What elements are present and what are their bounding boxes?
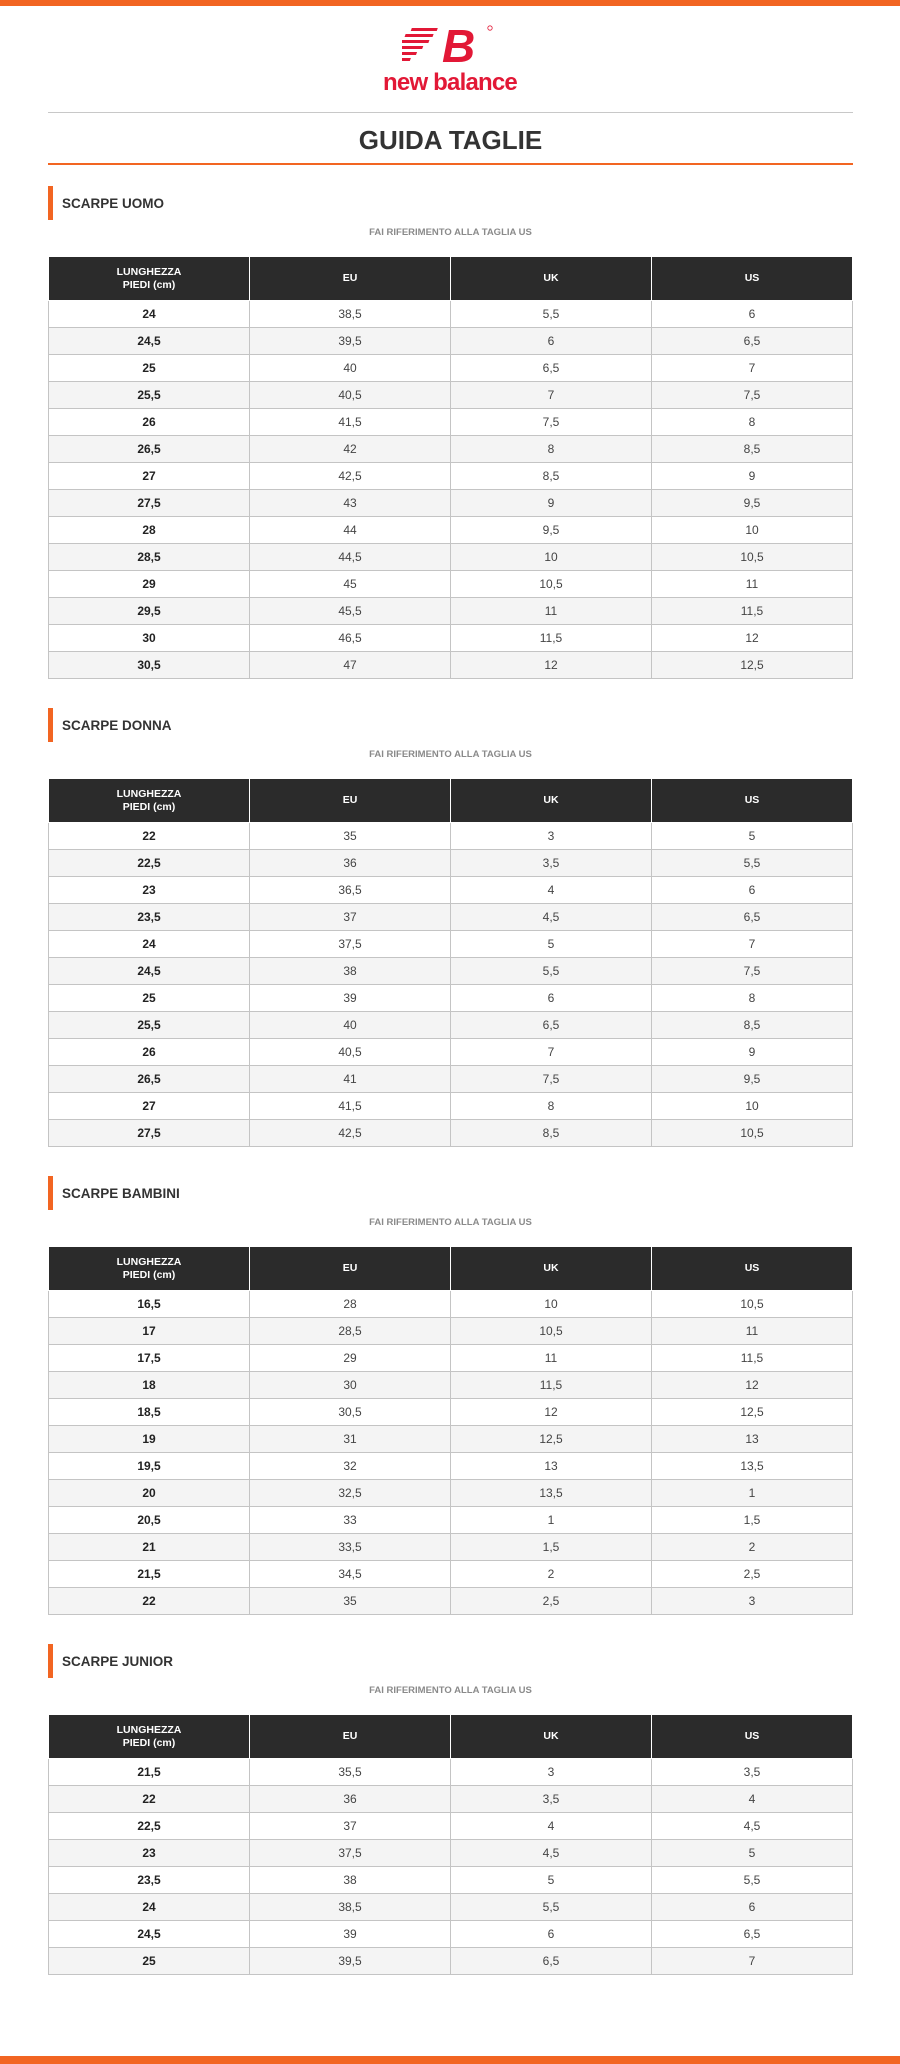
size-table <box>48 778 853 1147</box>
title-underline <box>48 163 853 165</box>
cell-length: 20 <box>49 1480 250 1507</box>
table-row <box>49 1813 853 1840</box>
cell-eu: 47 <box>250 652 451 679</box>
cell-us: 11,5 <box>652 1345 853 1372</box>
page-title: GUIDA TAGLIE <box>358 125 543 155</box>
cell-length: 24,5 <box>49 328 250 355</box>
table-row <box>49 625 853 652</box>
cell-length: 27 <box>49 463 250 490</box>
header-eu: EU <box>250 779 451 823</box>
table-row <box>49 1561 853 1588</box>
cell-us: 3,5 <box>652 1759 853 1786</box>
cell-length: 16,5 <box>49 1291 250 1318</box>
table-row <box>49 1012 853 1039</box>
size-table <box>48 1714 853 1975</box>
cell-us: 2,5 <box>652 1561 853 1588</box>
cell-us: 13 <box>652 1426 853 1453</box>
table-row <box>49 1507 853 1534</box>
header-length: LUNGHEZZA PIEDI (cm) <box>49 1247 250 1291</box>
cell-eu: 39 <box>250 1921 451 1948</box>
header-us: US <box>652 257 853 301</box>
cell-uk: 6 <box>451 985 652 1012</box>
size-table <box>48 256 853 679</box>
cell-us: 9,5 <box>652 1066 853 1093</box>
cell-eu: 38 <box>250 958 451 985</box>
cell-eu: 38,5 <box>250 1894 451 1921</box>
cell-eu: 45 <box>250 571 451 598</box>
cell-eu: 38 <box>250 1867 451 1894</box>
cell-uk: 7 <box>451 382 652 409</box>
cell-eu: 35,5 <box>250 1759 451 1786</box>
cell-uk: 2 <box>451 1561 652 1588</box>
size-section <box>48 1176 853 1615</box>
cell-eu: 36,5 <box>250 877 451 904</box>
header-length: LUNGHEZZA PIEDI (cm) <box>49 779 250 823</box>
cell-eu: 38,5 <box>250 301 451 328</box>
divider-top <box>48 112 853 113</box>
section-accent-bar <box>48 186 53 220</box>
table-header-row <box>49 257 853 301</box>
header-us: US <box>652 1715 853 1759</box>
cell-length: 21 <box>49 1534 250 1561</box>
header-length: LUNGHEZZA PIEDI (cm) <box>49 257 250 301</box>
cell-uk: 2,5 <box>451 1588 652 1615</box>
cell-length: 30 <box>49 625 250 652</box>
cell-uk: 6,5 <box>451 355 652 382</box>
cell-uk: 3,5 <box>451 850 652 877</box>
cell-us: 4 <box>652 1786 853 1813</box>
cell-length: 25,5 <box>49 382 250 409</box>
table-row <box>49 1318 853 1345</box>
cell-eu: 37,5 <box>250 1840 451 1867</box>
cell-uk: 8,5 <box>451 463 652 490</box>
cell-us: 6,5 <box>652 328 853 355</box>
section-note: FAI RIFERIMENTO ALLA TAGLIA US <box>369 227 532 238</box>
cell-us: 12 <box>652 1372 853 1399</box>
cell-us: 8,5 <box>652 1012 853 1039</box>
cell-eu: 32 <box>250 1453 451 1480</box>
table-row <box>49 1039 853 1066</box>
table-row <box>49 823 853 850</box>
header-us: US <box>652 779 853 823</box>
table-row <box>49 931 853 958</box>
cell-eu: 35 <box>250 1588 451 1615</box>
cell-uk: 13,5 <box>451 1480 652 1507</box>
table-row <box>49 1534 853 1561</box>
cell-eu: 36 <box>250 1786 451 1813</box>
section-heading <box>48 1644 853 1678</box>
cell-eu: 31 <box>250 1426 451 1453</box>
size-section <box>48 186 853 679</box>
cell-us: 9,5 <box>652 490 853 517</box>
section-title: SCARPE DONNA <box>62 718 172 733</box>
table-row <box>49 1345 853 1372</box>
header-length: LUNGHEZZA PIEDI (cm) <box>49 1715 250 1759</box>
cell-us: 10 <box>652 1093 853 1120</box>
cell-length: 25 <box>49 1948 250 1975</box>
brand-logo <box>0 22 900 96</box>
section-accent-bar <box>48 1644 53 1678</box>
cell-eu: 33 <box>250 1507 451 1534</box>
cell-length: 28,5 <box>49 544 250 571</box>
cell-eu: 41 <box>250 1066 451 1093</box>
cell-eu: 41,5 <box>250 1093 451 1120</box>
cell-uk: 12,5 <box>451 1426 652 1453</box>
cell-uk: 9,5 <box>451 517 652 544</box>
top-accent-bar <box>0 0 900 6</box>
cell-length: 19 <box>49 1426 250 1453</box>
cell-length: 24,5 <box>49 1921 250 1948</box>
section-title: SCARPE JUNIOR <box>62 1654 174 1669</box>
cell-us: 10 <box>652 517 853 544</box>
cell-us: 7,5 <box>652 382 853 409</box>
table-row <box>49 1759 853 1786</box>
cell-length: 19,5 <box>49 1453 250 1480</box>
table-row <box>49 1066 853 1093</box>
cell-length: 27,5 <box>49 490 250 517</box>
cell-uk: 10,5 <box>451 1318 652 1345</box>
cell-eu: 39,5 <box>250 1948 451 1975</box>
table-row <box>49 1840 853 1867</box>
cell-length: 26 <box>49 409 250 436</box>
cell-uk: 12 <box>451 1399 652 1426</box>
cell-us: 5 <box>652 823 853 850</box>
header-us: US <box>652 1247 853 1291</box>
section-heading <box>48 186 853 220</box>
table-row <box>49 1786 853 1813</box>
cell-us: 6,5 <box>652 904 853 931</box>
cell-eu: 28 <box>250 1291 451 1318</box>
cell-us: 5,5 <box>652 850 853 877</box>
cell-length: 30,5 <box>49 652 250 679</box>
cell-us: 10,5 <box>652 544 853 571</box>
cell-eu: 30 <box>250 1372 451 1399</box>
cell-uk: 5,5 <box>451 1894 652 1921</box>
header-eu: EU <box>250 1715 451 1759</box>
cell-length: 23,5 <box>49 1867 250 1894</box>
table-row <box>49 1921 853 1948</box>
cell-eu: 36 <box>250 850 451 877</box>
table-row <box>49 877 853 904</box>
cell-us: 7 <box>652 931 853 958</box>
cell-length: 18,5 <box>49 1399 250 1426</box>
cell-length: 24 <box>49 931 250 958</box>
size-table <box>48 1246 853 1615</box>
cell-uk: 8 <box>451 1093 652 1120</box>
table-row <box>49 1453 853 1480</box>
cell-length: 26,5 <box>49 1066 250 1093</box>
cell-us: 11 <box>652 571 853 598</box>
cell-us: 7 <box>652 355 853 382</box>
cell-uk: 5,5 <box>451 301 652 328</box>
cell-eu: 39 <box>250 985 451 1012</box>
size-section <box>48 708 853 1147</box>
table-row <box>49 490 853 517</box>
cell-us: 9 <box>652 463 853 490</box>
cell-length: 22 <box>49 823 250 850</box>
section-accent-bar <box>48 708 53 742</box>
cell-us: 11 <box>652 1318 853 1345</box>
cell-uk: 5 <box>451 1867 652 1894</box>
cell-length: 22,5 <box>49 850 250 877</box>
table-row <box>49 1588 853 1615</box>
table-row <box>49 382 853 409</box>
table-row <box>49 301 853 328</box>
cell-eu: 29 <box>250 1345 451 1372</box>
cell-eu: 40 <box>250 1012 451 1039</box>
cell-length: 25 <box>49 985 250 1012</box>
table-row <box>49 544 853 571</box>
cell-eu: 37,5 <box>250 931 451 958</box>
cell-length: 18 <box>49 1372 250 1399</box>
table-row <box>49 328 853 355</box>
table-row <box>49 985 853 1012</box>
section-heading <box>48 708 853 742</box>
cell-us: 2 <box>652 1534 853 1561</box>
cell-eu: 30,5 <box>250 1399 451 1426</box>
section-accent-bar <box>48 1176 53 1210</box>
cell-length: 27,5 <box>49 1120 250 1147</box>
section-note: FAI RIFERIMENTO ALLA TAGLIA US <box>369 1217 532 1228</box>
section-title: SCARPE UOMO <box>62 196 165 211</box>
cell-uk: 8 <box>451 436 652 463</box>
cell-uk: 6 <box>451 328 652 355</box>
cell-eu: 44,5 <box>250 544 451 571</box>
cell-uk: 6,5 <box>451 1012 652 1039</box>
table-row <box>49 1120 853 1147</box>
cell-length: 29 <box>49 571 250 598</box>
cell-eu: 44 <box>250 517 451 544</box>
cell-eu: 40 <box>250 355 451 382</box>
cell-length: 24 <box>49 1894 250 1921</box>
header-uk: UK <box>451 1715 652 1759</box>
cell-length: 26,5 <box>49 436 250 463</box>
header-uk: UK <box>451 779 652 823</box>
table-row <box>49 850 853 877</box>
cell-uk: 4,5 <box>451 904 652 931</box>
logo-wordmark: new balance <box>383 69 517 96</box>
cell-uk: 8,5 <box>451 1120 652 1147</box>
cell-eu: 37 <box>250 1813 451 1840</box>
cell-eu: 46,5 <box>250 625 451 652</box>
section-note: FAI RIFERIMENTO ALLA TAGLIA US <box>369 749 532 760</box>
table-header-row <box>49 779 853 823</box>
cell-us: 7 <box>652 1948 853 1975</box>
cell-uk: 1,5 <box>451 1534 652 1561</box>
cell-us: 7,5 <box>652 958 853 985</box>
cell-eu: 37 <box>250 904 451 931</box>
cell-us: 8 <box>652 985 853 1012</box>
cell-uk: 3 <box>451 1759 652 1786</box>
cell-length: 21,5 <box>49 1561 250 1588</box>
cell-length: 24,5 <box>49 958 250 985</box>
table-row <box>49 652 853 679</box>
table-row <box>49 1372 853 1399</box>
cell-length: 17,5 <box>49 1345 250 1372</box>
table-row <box>49 463 853 490</box>
cell-us: 10,5 <box>652 1120 853 1147</box>
cell-us: 12,5 <box>652 1399 853 1426</box>
table-row <box>49 1480 853 1507</box>
cell-length: 21,5 <box>49 1759 250 1786</box>
cell-length: 25 <box>49 355 250 382</box>
cell-uk: 5,5 <box>451 958 652 985</box>
cell-length: 22,5 <box>49 1813 250 1840</box>
cell-eu: 42,5 <box>250 463 451 490</box>
table-row <box>49 958 853 985</box>
cell-length: 24 <box>49 301 250 328</box>
cell-uk: 5 <box>451 931 652 958</box>
cell-us: 8,5 <box>652 436 853 463</box>
table-row <box>49 355 853 382</box>
cell-length: 20,5 <box>49 1507 250 1534</box>
cell-eu: 40,5 <box>250 382 451 409</box>
cell-uk: 11 <box>451 1345 652 1372</box>
cell-length: 23 <box>49 877 250 904</box>
cell-uk: 3 <box>451 823 652 850</box>
cell-uk: 12 <box>451 652 652 679</box>
table-row <box>49 1399 853 1426</box>
cell-us: 3 <box>652 1588 853 1615</box>
table-row <box>49 1894 853 1921</box>
cell-eu: 40,5 <box>250 1039 451 1066</box>
nb-logo-icon <box>402 22 498 68</box>
cell-us: 1 <box>652 1480 853 1507</box>
cell-uk: 7,5 <box>451 1066 652 1093</box>
cell-uk: 6,5 <box>451 1948 652 1975</box>
table-header-row <box>49 1247 853 1291</box>
table-row <box>49 598 853 625</box>
cell-uk: 11,5 <box>451 625 652 652</box>
cell-uk: 11 <box>451 598 652 625</box>
cell-uk: 7 <box>451 1039 652 1066</box>
cell-uk: 4 <box>451 1813 652 1840</box>
cell-eu: 45,5 <box>250 598 451 625</box>
cell-eu: 39,5 <box>250 328 451 355</box>
cell-uk: 7,5 <box>451 409 652 436</box>
header-uk: UK <box>451 1247 652 1291</box>
cell-uk: 1 <box>451 1507 652 1534</box>
cell-us: 6 <box>652 301 853 328</box>
table-row <box>49 1093 853 1120</box>
cell-length: 23,5 <box>49 904 250 931</box>
header-uk: UK <box>451 257 652 301</box>
cell-eu: 41,5 <box>250 409 451 436</box>
cell-us: 12 <box>652 625 853 652</box>
cell-length: 29,5 <box>49 598 250 625</box>
table-row <box>49 904 853 931</box>
cell-eu: 35 <box>250 823 451 850</box>
table-header-row <box>49 1715 853 1759</box>
cell-us: 5,5 <box>652 1867 853 1894</box>
cell-eu: 42 <box>250 436 451 463</box>
cell-us: 8 <box>652 409 853 436</box>
cell-uk: 10 <box>451 1291 652 1318</box>
cell-length: 28 <box>49 517 250 544</box>
cell-eu: 42,5 <box>250 1120 451 1147</box>
table-row <box>49 1426 853 1453</box>
table-row <box>49 571 853 598</box>
cell-eu: 33,5 <box>250 1534 451 1561</box>
header-eu: EU <box>250 1247 451 1291</box>
cell-us: 6 <box>652 877 853 904</box>
cell-uk: 13 <box>451 1453 652 1480</box>
cell-length: 23 <box>49 1840 250 1867</box>
cell-uk: 10,5 <box>451 571 652 598</box>
svg-text:B: B <box>442 22 476 68</box>
cell-eu: 32,5 <box>250 1480 451 1507</box>
cell-length: 22 <box>49 1588 250 1615</box>
cell-us: 6,5 <box>652 1921 853 1948</box>
cell-us: 9 <box>652 1039 853 1066</box>
bottom-accent-bar <box>0 2056 900 2064</box>
cell-eu: 34,5 <box>250 1561 451 1588</box>
cell-us: 13,5 <box>652 1453 853 1480</box>
cell-eu: 43 <box>250 490 451 517</box>
cell-uk: 6 <box>451 1921 652 1948</box>
cell-us: 5 <box>652 1840 853 1867</box>
table-row <box>49 517 853 544</box>
cell-uk: 3,5 <box>451 1786 652 1813</box>
cell-us: 11,5 <box>652 598 853 625</box>
table-row <box>49 436 853 463</box>
cell-uk: 11,5 <box>451 1372 652 1399</box>
cell-length: 26 <box>49 1039 250 1066</box>
cell-length: 27 <box>49 1093 250 1120</box>
section-heading <box>48 1176 853 1210</box>
table-row <box>49 1291 853 1318</box>
table-row <box>49 1948 853 1975</box>
cell-us: 10,5 <box>652 1291 853 1318</box>
table-row <box>49 409 853 436</box>
section-title: SCARPE BAMBINI <box>62 1186 180 1201</box>
cell-uk: 4,5 <box>451 1840 652 1867</box>
cell-length: 17 <box>49 1318 250 1345</box>
size-section <box>48 1644 853 1975</box>
cell-uk: 9 <box>451 490 652 517</box>
section-note: FAI RIFERIMENTO ALLA TAGLIA US <box>369 1685 532 1696</box>
cell-us: 12,5 <box>652 652 853 679</box>
cell-eu: 28,5 <box>250 1318 451 1345</box>
header-eu: EU <box>250 257 451 301</box>
cell-uk: 10 <box>451 544 652 571</box>
cell-uk: 4 <box>451 877 652 904</box>
cell-us: 4,5 <box>652 1813 853 1840</box>
cell-length: 22 <box>49 1786 250 1813</box>
cell-length: 25,5 <box>49 1012 250 1039</box>
cell-us: 1,5 <box>652 1507 853 1534</box>
table-row <box>49 1867 853 1894</box>
cell-us: 6 <box>652 1894 853 1921</box>
